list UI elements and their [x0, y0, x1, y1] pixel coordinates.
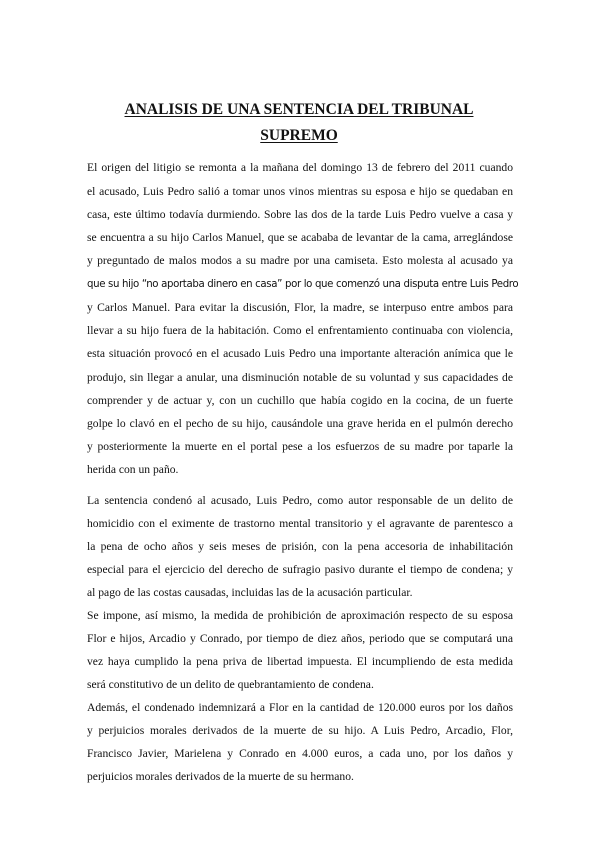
paragraph-line: y Carlos Manuel. Para evitar la discusión, Flor, la madre, se interpuso entre ambos para [87, 301, 513, 314]
paragraph-line: homicidio con el eximente de trastorno mental transitorio y el agravante de parentesco a [87, 517, 513, 530]
paragraph-line: La sentencia condenó al acusado, Luis Pedro, como autor responsable de un delito de [87, 494, 513, 507]
paragraph-line: y posteriormente la muerte en el portal pese a los esfuerzos de su madre por taparle la [87, 440, 513, 453]
paragraph-line: especial para el ejercicio del derecho de sufragio pasivo durante el tiempo de condena; y [87, 563, 513, 576]
paragraph-line: el acusado, Luis Pedro salió a tomar unos vinos mientras su esposa e hijo se quedaban en [87, 185, 513, 198]
paragraph-line: Francisco Javier, Marielena y Conrado en 4.000 euros, a cada uno, por los daños y [87, 747, 513, 760]
paragraph-line: comprender y de actuar y, con un cuchillo que había cogido en la cocina, de un fuerte [87, 394, 513, 407]
document-title-line-2: SUPREMO [260, 127, 338, 144]
paragraph-line: vez haya cumplido la pena priva de libertad impuesta. El incumpliendo de esta medida [87, 655, 513, 668]
paragraph-line: Flor e hijos, Arcadio y Conrado, por tiempo de diez años, periodo que se computará una [87, 632, 513, 645]
paragraph-line: perjuicios morales derivados de la muerte de su hermano. [87, 770, 354, 783]
paragraph-line: se encuentra a su hijo Carlos Manuel, que se acababa de levantar de la cama, arreglándose [87, 231, 513, 244]
paragraph-line: Se impone, así mismo, la medida de prohibición de aproximación respecto de su esposa [87, 609, 513, 622]
paragraph-line: El origen del litigio se remonta a la mañana del domingo 13 de febrero del 2011 cuando [87, 161, 513, 174]
paragraph-line: Además, el condenado indemnizará a Flor en la cantidad de 120.000 euros por los daños [87, 701, 513, 714]
paragraph-line: herida con un paño. [87, 463, 179, 476]
paragraph-line: será constitutivo de un delito de quebrantamiento de condena. [87, 678, 374, 691]
paragraph-line: llevar a su hijo fuera de la habitación. Como el enfrentamiento continuaba con violencia, [87, 324, 513, 337]
paragraph-line: esta situación provocó en el acusado Luis Pedro una importante alteración anímica que le [87, 347, 513, 360]
paragraph-line: al pago de las costas causadas, incluidas las de la acusación particular. [87, 586, 413, 599]
document-title-line-1: ANALISIS DE UNA SENTENCIA DEL TRIBUNAL [124, 101, 474, 118]
paragraph-line: y preguntado de malos modos a su madre por una camiseta. Esto molesta al acusado ya [87, 254, 513, 267]
paragraph-line: casa, este último todavía durmiendo. Sobre las dos de la tarde Luis Pedro vuelve a casa y [87, 208, 513, 221]
paragraph-line: que su hijo “no aportaba dinero en casa” por lo que comenzó una disputa entre Luis Pedro [87, 279, 519, 290]
paragraph-line: y perjuicios morales derivados de la muerte de su hijo. A Luis Pedro, Arcadio, Flor, [87, 724, 513, 737]
paragraph-line: la pena de ocho años y seis meses de prisión, con la pena accesoria de inhabilitación [87, 540, 513, 553]
paragraph-line: golpe lo clavó en el pecho de su hijo, causándole una grave herida en el pulmón derecho [87, 417, 513, 430]
paragraph-line: produjo, sin llegar a anular, una disminución notable de su voluntad y sus capacidades de [87, 371, 513, 384]
